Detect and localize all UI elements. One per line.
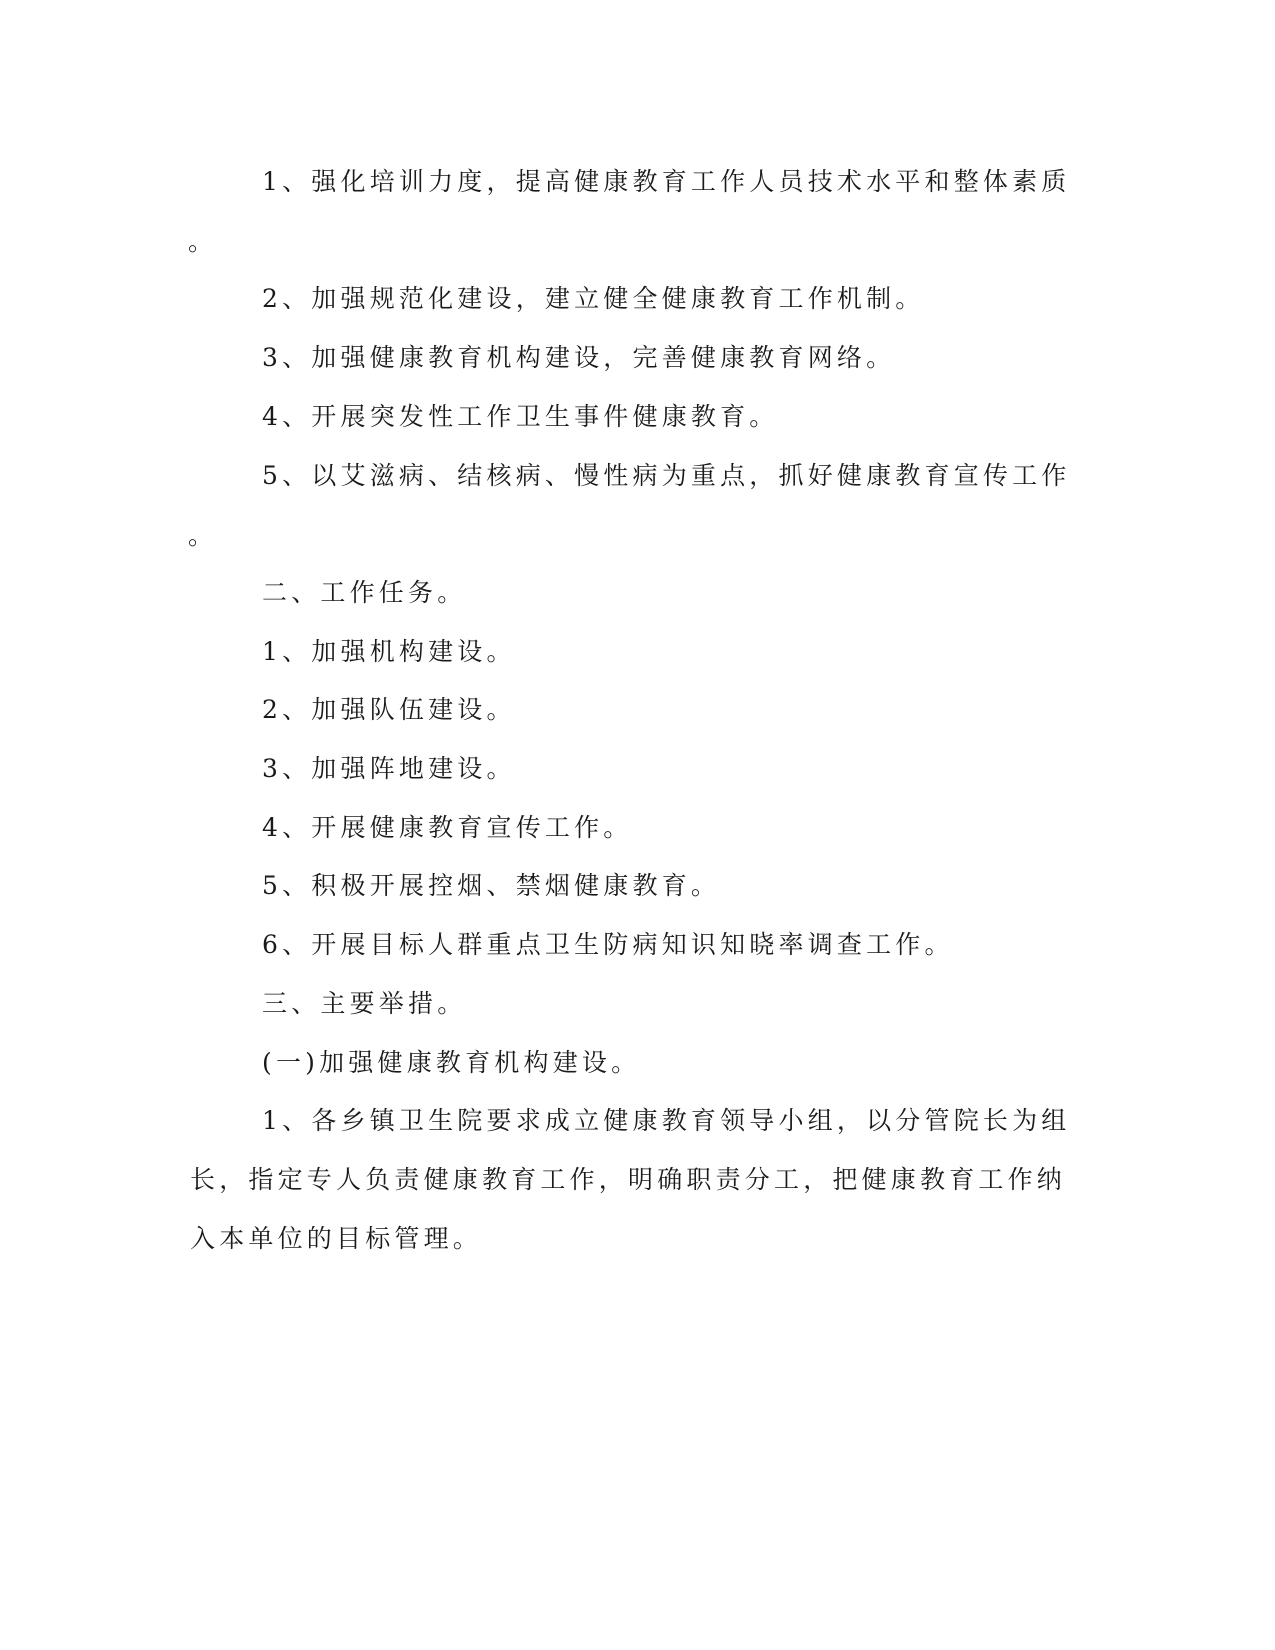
paragraph-line: 4、开展突发性工作卫生事件健康教育。 — [262, 402, 779, 431]
paragraph-line: 1、强化培训力度，提高健康教育工作人员技术水平和整体素质 — [262, 167, 1071, 196]
paragraph-line: 3、加强阵地建设。 — [262, 754, 516, 783]
paragraph-line: 3、加强健康教育机构建设，完善健康教育网络。 — [262, 343, 896, 372]
paragraph-line: 入本单位的目标管理。 — [190, 1224, 483, 1253]
paragraph-line: 。 — [188, 227, 214, 256]
section-heading: 三、主要举措。 — [262, 989, 467, 1018]
paragraph-line: 。 — [188, 521, 214, 550]
paragraph-line: 长，指定专人负责健康教育工作，明确职责分工，把健康教育工作纳 — [190, 1165, 1067, 1194]
paragraph-line: 4、开展健康教育宣传工作。 — [262, 813, 633, 842]
paragraph-line: 1、各乡镇卫生院要求成立健康教育领导小组，以分管院长为组 — [262, 1106, 1071, 1135]
paragraph-line: 5、积极开展控烟、禁烟健康教育。 — [262, 871, 721, 900]
paragraph-line: 6、开展目标人群重点卫生防病知识知晓率调查工作。 — [262, 930, 954, 959]
subsection-heading: (一)加强健康教育机构建设。 — [262, 1048, 641, 1077]
paragraph-line: 1、加强机构建设。 — [262, 637, 516, 666]
section-heading: 二、工作任务。 — [262, 578, 467, 607]
paragraph-line: 2、加强队伍建设。 — [262, 695, 516, 724]
paragraph-line: 2、加强规范化建设，建立健全健康教育工作机制。 — [262, 284, 925, 313]
paragraph-line: 5、以艾滋病、结核病、慢性病为重点，抓好健康教育宣传工作 — [262, 461, 1071, 490]
